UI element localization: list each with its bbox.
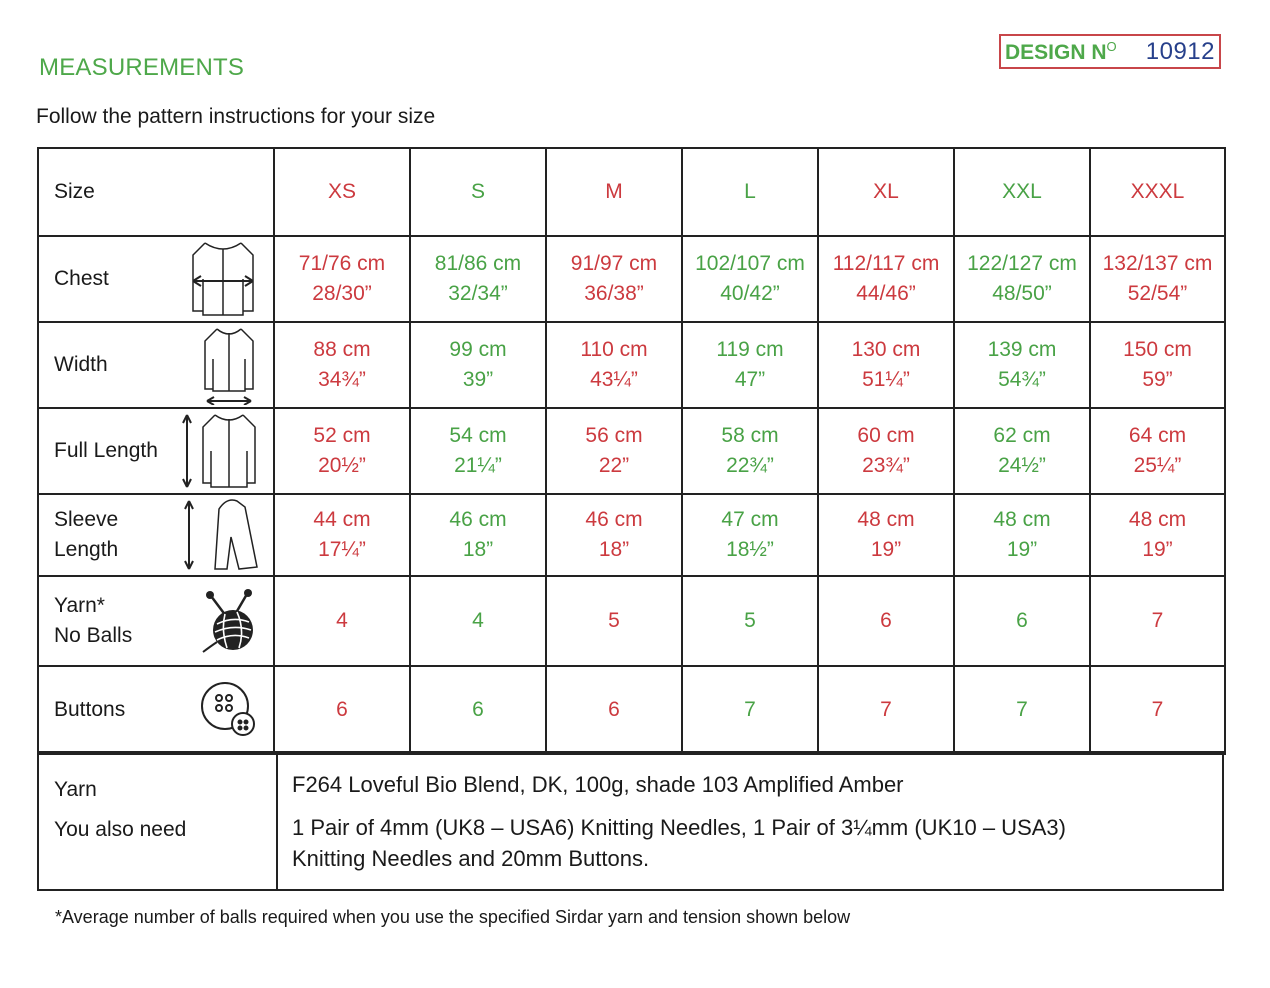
intro-text: Follow the pattern instructions for your size [36, 105, 436, 128]
size-xl: XL [818, 148, 954, 236]
chest-l: 102/107 cm 40/42” [682, 236, 818, 322]
length-s: 54 cm 21¼” [410, 408, 546, 494]
size-xxxl: XXXL [1090, 148, 1225, 236]
design-number-box [999, 34, 1221, 69]
size-m: M [546, 148, 682, 236]
chest-xxxl: 132/137 cm 52/54” [1090, 236, 1225, 322]
chest-label: Chest [38, 236, 274, 322]
buttons-xs: 6 [274, 666, 410, 754]
yarn-xxxl: 7 [1090, 576, 1225, 666]
width-xl: 130 cm 51¼” [818, 322, 954, 408]
size-s: S [410, 148, 546, 236]
size-xs: XS [274, 148, 410, 236]
measurements-table [37, 147, 1226, 755]
chest-xxl: 122/127 cm 48/50” [954, 236, 1090, 322]
footnote: *Average number of balls required when you use the specified Sirdar yarn and tension shown below [55, 907, 851, 927]
sleeve-xxxl: 48 cm 19” [1090, 494, 1225, 576]
sleeve-m: 46 cm 18” [546, 494, 682, 576]
width-l: 119 cm 47” [682, 322, 818, 408]
also-need-value-1: 1 Pair of 4mm (UK8 – USA6) Knitting Needles, 1 Pair of 3¼mm (UK10 – USA3) [292, 815, 1066, 840]
sleeve-length-row [38, 494, 1225, 576]
chest-row [38, 236, 1225, 322]
sleeve-xxl: 48 cm 19” [954, 494, 1090, 576]
page-title: MEASUREMENTS [39, 54, 245, 81]
chest-xl: 112/117 cm 44/46” [818, 236, 954, 322]
yarn-label: Yarn [54, 778, 97, 801]
yarn-s: 4 [410, 576, 546, 666]
size-l: L [682, 148, 818, 236]
yarn-balls-row [38, 576, 1225, 666]
width-label: Width [38, 322, 274, 408]
chest-xs: 71/76 cm 28/30” [274, 236, 410, 322]
length-xl: 60 cm 23¾” [818, 408, 954, 494]
width-xxl: 139 cm 54¾” [954, 322, 1090, 408]
yarn-l: 5 [682, 576, 818, 666]
also-need-label: You also need [54, 818, 187, 841]
chest-s: 81/86 cm 32/34” [410, 236, 546, 322]
materials-labels [38, 752, 277, 890]
buttons-xl: 7 [818, 666, 954, 754]
size-header-row [38, 148, 1225, 236]
chest-m: 91/97 cm 36/38” [546, 236, 682, 322]
length-m: 56 cm 22” [546, 408, 682, 494]
buttons-l: 7 [682, 666, 818, 754]
button-icon [199, 680, 259, 740]
width-xxxl: 150 cm 59” [1090, 322, 1225, 408]
size-label: Size [38, 148, 274, 236]
full-length-row [38, 408, 1225, 494]
materials-table [37, 751, 1224, 891]
design-number: 10912 [1145, 37, 1215, 65]
cardigan-length-icon [181, 411, 259, 491]
length-l: 58 cm 22¾” [682, 408, 818, 494]
yarn-xxl: 6 [954, 576, 1090, 666]
length-xxxl: 64 cm 25¼” [1090, 408, 1225, 494]
buttons-label: Buttons [38, 666, 274, 754]
sleeve-xl: 48 cm 19” [818, 494, 954, 576]
buttons-m: 6 [546, 666, 682, 754]
sleeve-s: 46 cm 18” [410, 494, 546, 576]
width-s: 99 cm 39” [410, 322, 546, 408]
sleeve-xs: 44 cm 17¼” [274, 494, 410, 576]
also-need-value-2: Knitting Needles and 20mm Buttons. [292, 846, 650, 871]
buttons-s: 6 [410, 666, 546, 754]
design-label: DESIGN $N^O$ [1005, 38, 1117, 64]
yarn-balls-label: Yarn* No Balls [38, 576, 274, 666]
length-xxl: 62 cm 24½” [954, 408, 1090, 494]
length-xs: 52 cm 20½” [274, 408, 410, 494]
full-length-label: Full Length [38, 408, 274, 494]
sleeve-length-label: Sleeve Length [38, 494, 274, 576]
width-row [38, 322, 1225, 408]
yarn-xs: 4 [274, 576, 410, 666]
buttons-row [38, 666, 1225, 754]
yarn-value: F264 Loveful Bio Blend, DK, 100g, shade 103 Amplified Amber [292, 772, 904, 797]
buttons-xxl: 7 [954, 666, 1090, 754]
yarn-m: 5 [546, 576, 682, 666]
cardigan-width-icon [199, 325, 259, 405]
sleeve-l: 47 cm 18½” [682, 494, 818, 576]
width-xs: 88 cm 34¾” [274, 322, 410, 408]
materials-values [277, 752, 1223, 890]
size-xxl: XXL [954, 148, 1090, 236]
width-m: 110 cm 43¼” [546, 322, 682, 408]
cardigan-chest-icon [187, 239, 259, 319]
buttons-xxxl: 7 [1090, 666, 1225, 754]
yarn-xl: 6 [818, 576, 954, 666]
